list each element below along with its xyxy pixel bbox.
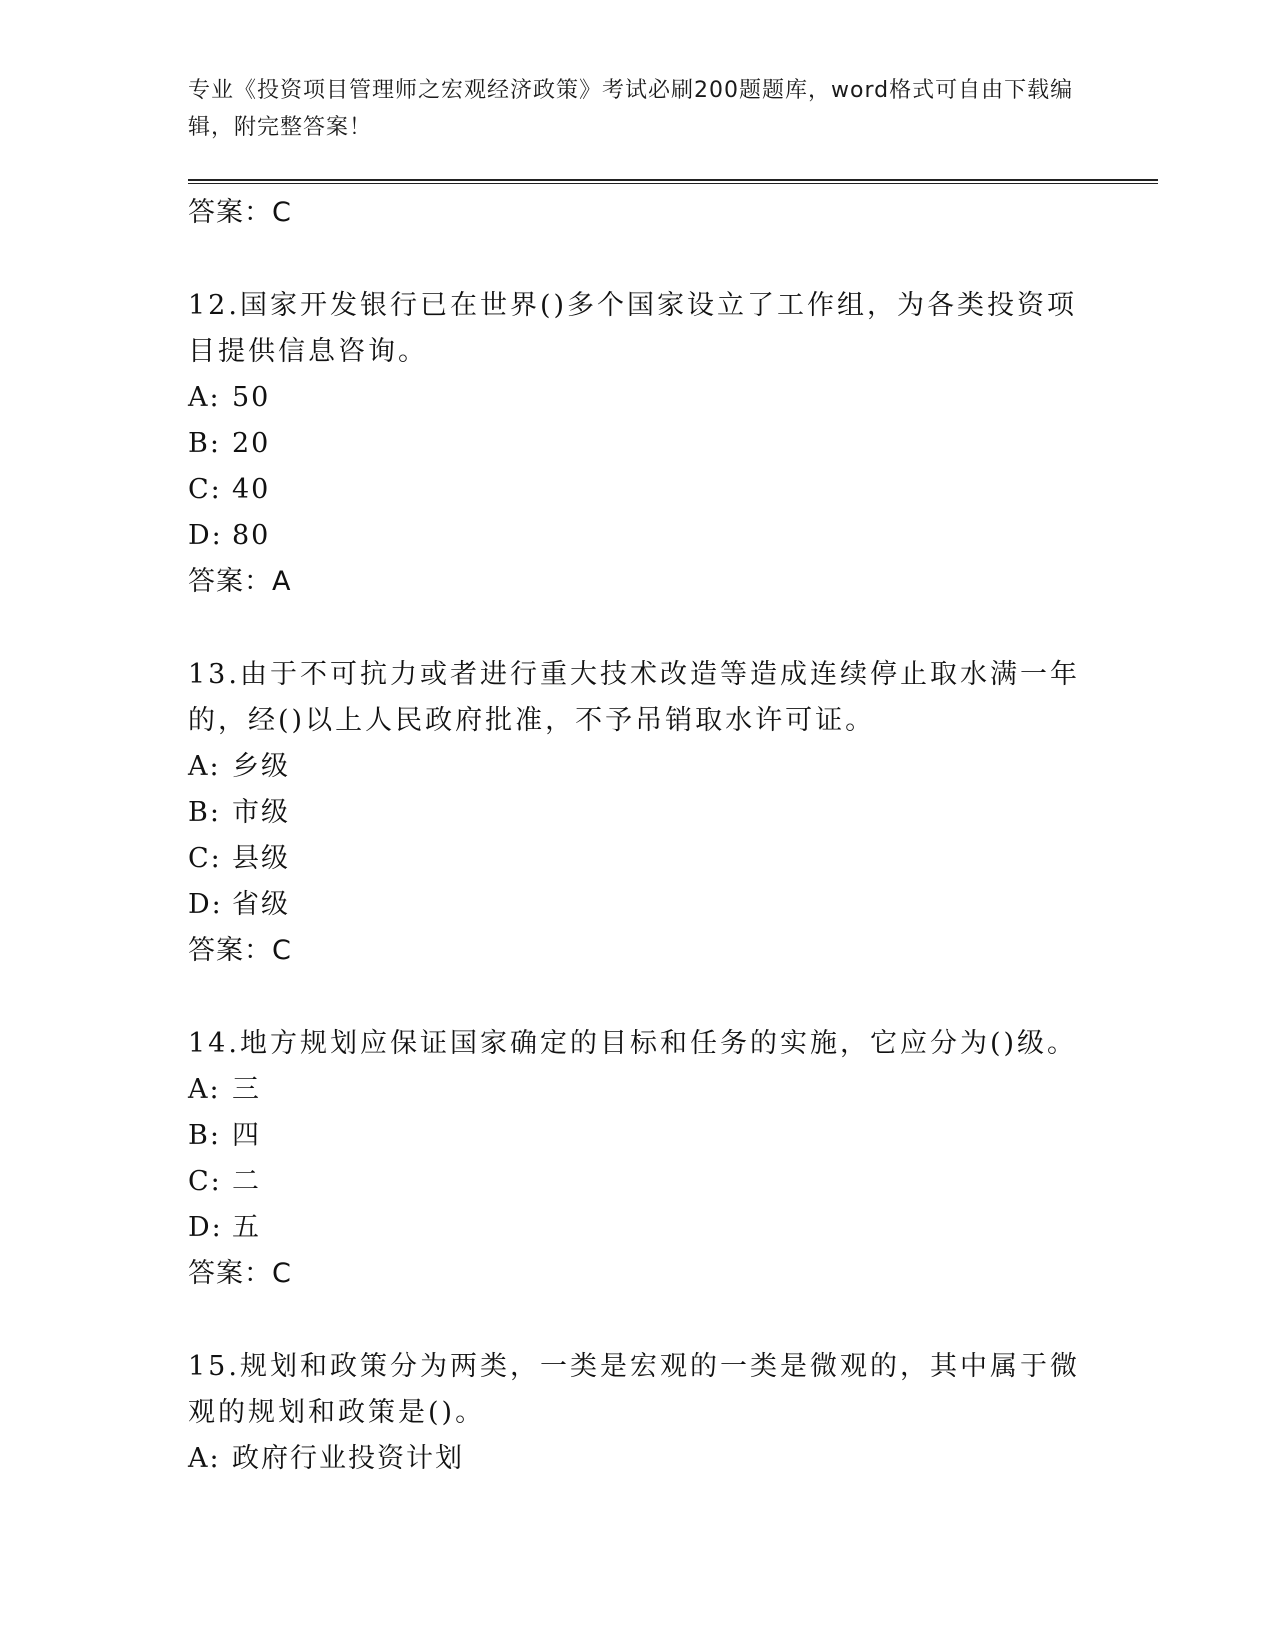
option-key: C: [188,1166,222,1197]
option-key: B: [188,797,221,828]
answer-line: 答案：C [188,197,292,228]
page-header: 专业《投资项目管理师之宏观经济政策》考试必刷200题题库，word格式可自由下载编辑，附完整答案！ [188,78,1074,140]
option-key: D: [188,889,223,920]
question-15 [188,1344,1088,1482]
question-stem: 15.规划和政策分为两类，一类是宏观的一类是微观的，其中属于微观的规划和政策是()。 [188,1351,1080,1428]
option-key: C: [188,474,222,505]
question-stem: 12.国家开发银行已在世界()多个国家设立了工作组，为各类投资项目提供信息咨询。 [188,290,1078,367]
option-key: A: [188,1443,221,1474]
header-divider [188,179,1158,184]
question-12 [188,283,1088,605]
option-text: 政府行业投资计划 [232,1443,464,1474]
option-key: C: [188,843,222,874]
option-b [188,421,1088,467]
option-text: 乡级 [232,751,290,782]
option-key: B: [188,428,221,459]
option-d [188,1205,1088,1251]
option-a [188,1436,1088,1482]
option-key: A: [188,1074,221,1105]
option-b [188,1113,1088,1159]
option-text: 省级 [232,889,290,920]
option-key: A: [188,751,221,782]
document-body [188,190,1088,1482]
option-text: 市级 [232,797,290,828]
option-a [188,375,1088,421]
option-key: D: [188,1212,223,1243]
option-a [188,1067,1088,1113]
question-13 [188,652,1088,974]
option-text: 50 [232,382,271,413]
option-text: 40 [232,474,271,505]
option-text: 四 [232,1120,261,1151]
option-d [188,513,1088,559]
option-text: 三 [232,1074,261,1105]
option-text: 二 [232,1166,261,1197]
option-text: 县级 [232,843,290,874]
option-text: 20 [232,428,271,459]
option-a [188,744,1088,790]
option-key: D: [188,520,223,551]
option-b [188,790,1088,836]
option-key: B: [188,1120,221,1151]
question-stem: 14.地方规划应保证国家确定的目标和任务的实施，它应分为()级。 [188,1028,1078,1059]
answer-line: 答案：C [188,935,292,966]
answer-line: 答案：C [188,1258,292,1289]
option-text: 五 [232,1212,261,1243]
answer-line: 答案：A [188,566,292,597]
option-key: A: [188,382,221,413]
option-c [188,836,1088,882]
option-text: 80 [232,520,271,551]
option-c [188,1159,1088,1205]
option-c [188,467,1088,513]
question-stem: 13.由于不可抗力或者进行重大技术改造等造成连续停止取水满一年的，经()以上人民政府批准，不予吊销取水许可证。 [188,659,1080,736]
question-14 [188,1021,1088,1297]
option-d [188,882,1088,928]
